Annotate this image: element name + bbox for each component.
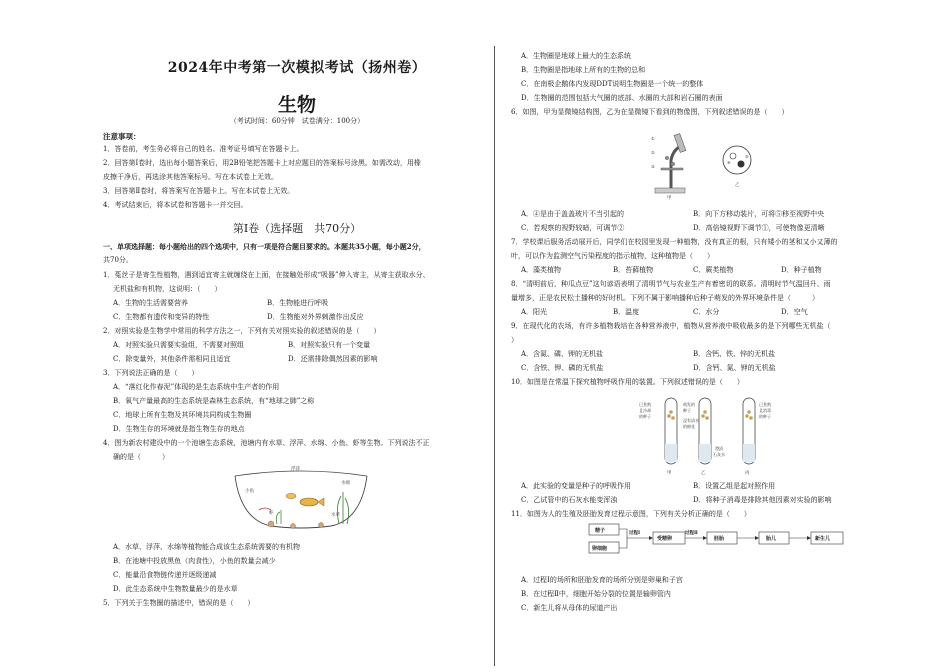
tube-label-line: 已煮熟 xyxy=(759,402,771,407)
subject-title: 生物 xyxy=(277,94,316,116)
option-a: A．生物圈是地球上最大的生态系统 xyxy=(521,52,632,60)
tube-label-line: 的棉花 xyxy=(683,424,695,429)
option-a: A．水草、浮萍、水绵等植物能合成该生态系统需要的有机物 xyxy=(113,543,301,551)
option-a: A．含氮、磷、钾的无机盐 xyxy=(521,350,604,358)
option-b: B．对照实验只有一个变量 xyxy=(288,341,371,349)
flow-text: 精子 xyxy=(595,528,606,534)
section-instruction: 一、单项选择题：每小题给出的四个选项中，只有一项是符合题目要求的。本题共35小题，每小题2分， xyxy=(103,242,426,251)
option-b: B．向下方移动装片，可将⑤移至视野中央 xyxy=(693,210,825,218)
option-d: D．还需排除偶然因素的影响 xyxy=(288,355,378,363)
svg-text:④: ④ xyxy=(727,160,731,165)
option-d: D．生物生存的环境就是指生物生存的地点 xyxy=(113,425,245,433)
microscope-figure xyxy=(647,128,767,200)
exam-title: 2024年中考第一次模拟考试（扬州卷） xyxy=(167,60,427,76)
option-a: A．对照实验只需要实验组，不需要对照组 xyxy=(113,341,245,349)
question-11: 11．如图为人的生殖及胚胎发育过程示意图，下列有关分析正确的是（ ） xyxy=(511,510,751,518)
note-item: 3．回答第Ⅱ卷时，将答案写在答题卡上。写在本试卷上无效。 xyxy=(103,187,295,195)
svg-text:①: ① xyxy=(651,136,655,141)
note-item: 皮擦干净后，再选涂其他答案标号。写在本试卷上无效。 xyxy=(103,173,278,181)
label-jia: 甲 xyxy=(667,196,672,200)
tube-label-line: 且消毒 xyxy=(759,408,771,413)
question-7: 7．学校课后服务活动展开后，同学们在校园里发现一种植物，没有真正的根，只有矮小的茎和又小又薄的 xyxy=(511,238,838,246)
option-d: D．生物圈的范围包括大气圈的底部、水圈的大部和岩石圈的表面 xyxy=(521,94,723,102)
option-d: D．此生态系统中生物数量最少的是水草 xyxy=(113,585,238,593)
svg-text:⑤: ⑤ xyxy=(745,154,749,159)
pond-label-spirogyra: 水绵 xyxy=(341,481,350,486)
option-d: D．高倍镜视野下调节①，可使物像更清晰 xyxy=(693,224,825,232)
option-c: C．蕨类植物 xyxy=(693,266,734,274)
question-9: 9．在现代化的农场，有许多植物栽培在各种营养液中，植物从营养液中吸收最多的是下列哪些无机盐（ xyxy=(511,322,831,330)
flow-text: 新生儿 xyxy=(815,536,831,542)
tube-label-line: 萌发的 xyxy=(683,402,695,407)
flow-text: 卵细胞 xyxy=(592,546,608,552)
pond-label-duckweed: 浮萍 xyxy=(291,467,300,472)
option-b: B．在过程Ⅱ中，细胞开始分裂的位置是输卵管内 xyxy=(521,590,671,598)
fish-shape xyxy=(300,498,318,506)
svg-text:②: ② xyxy=(651,150,655,155)
pond-label-water-plant: 水草 xyxy=(331,513,340,518)
option-b: B．含钙、铁、锌的无机盐 xyxy=(693,350,776,358)
pond-label-small-fish: 小鱼 xyxy=(245,489,254,494)
question-9-cont: ） xyxy=(511,336,518,344)
tube-label-line: 石灰水 xyxy=(713,452,725,457)
question-7-cont: 叶，可以作为监测空气污染程度的指示植物，这种植物是（ ） xyxy=(511,252,714,260)
option-c: C．在南极企鹅体内发现DDT说明生物圈是一个统一的整体 xyxy=(521,80,704,88)
option-b: B．生物圈是指地球上所有的生物的总和 xyxy=(521,66,646,74)
flow-text: 过程Ⅱ xyxy=(685,531,698,536)
question-1-cont: 无机盐和有机物，这说明：（ ） xyxy=(113,285,222,293)
option-b: B．设置乙组是起对照作用 xyxy=(693,482,776,490)
flow-text: 胚胎 xyxy=(714,536,725,542)
option-a: A．阳光 xyxy=(521,308,548,316)
notes-heading: 注意事项： xyxy=(103,132,141,141)
option-c: C．除变量外，其他条件需相同且适宜 xyxy=(113,355,231,363)
section-title: 第Ⅰ卷（选择题 共70分） xyxy=(232,222,362,235)
option-d: D．生物能对外界刺激作出反应 xyxy=(267,313,364,321)
option-c: C．含铁、钾、磷的无机盐 xyxy=(521,364,604,372)
question-8: 8．“清明前后，种瓜点豆”这句谚语表明了清明节气与农业生产有着密切的联系。清明时节气温回升、雨 xyxy=(511,280,831,288)
tube-label-line: 已煮熟 xyxy=(639,402,651,407)
question-4-cont: 确的是（ ） xyxy=(113,453,169,461)
question-4: 4．图为新农村建设中的一个池塘生态系统，池塘内有水草、浮萍、水绵、小鱼、虾等生物。下列说法不正 xyxy=(103,439,430,447)
option-d: D．将种子消毒是排除其他因素对实验的影响 xyxy=(693,496,832,504)
option-c: C．新生儿将从母体的尿道产出 xyxy=(521,604,618,612)
exam-info: （考试时间：60分钟 试卷满分：100分） xyxy=(229,117,365,125)
option-b: B．氧气产量最高的生态系统是森林生态系统，有“地球之肺”之称 xyxy=(113,397,315,405)
tube-label-line: 浸有清水 xyxy=(683,418,699,423)
shrimp-shape xyxy=(259,508,271,510)
note-item: 1．答卷前，考生务必将自己的姓名、准考证号填写在答题卡上。 xyxy=(103,145,304,153)
flow-text: 胎儿 xyxy=(766,536,777,542)
option-a: A．过程Ⅰ的场所和胚胎发育的场所分别是卵巢和子宫 xyxy=(521,576,683,584)
note-item: 4．考试结束后，将本试卷和答题卡一并交回。 xyxy=(103,201,248,209)
option-c: C．乙试管中的石灰水能变浑浊 xyxy=(521,496,618,504)
label-yi: 乙 xyxy=(701,471,706,476)
option-a: A．此实验的变量是种子的呼吸作用 xyxy=(521,482,632,490)
option-a: A．“落红化作春泥”体现的是生态系统中生产者的作用 xyxy=(113,383,280,391)
flow-text: 受精卵 xyxy=(657,536,673,542)
question-2: 2．对照实验是生物学中常用的科学方法之一，下列有关对照实验的叙述错误的是（ ） xyxy=(103,327,381,335)
option-b: B．生物能进行呼吸 xyxy=(267,299,329,307)
option-c: C．水分 xyxy=(693,308,720,316)
respiration-apparatus-figure xyxy=(637,392,787,480)
option-b: B．苔藓植物 xyxy=(613,266,654,274)
label-jia: 甲 xyxy=(667,471,672,476)
option-b: B．在池塘中投放黑鱼（肉食性），小鱼的数量会减少 xyxy=(113,557,276,565)
label-yi: 乙 xyxy=(735,183,740,188)
tube-label-line: 澄清 xyxy=(715,446,723,451)
pond-label-shrimp: 虾 xyxy=(269,511,274,516)
option-a: A．藻类植物 xyxy=(521,266,562,274)
microscope-arm xyxy=(671,146,681,188)
reproduction-flow-figure xyxy=(587,522,847,558)
tube-label-line: 且冷却 xyxy=(639,408,651,413)
microscope-base xyxy=(655,188,685,193)
tube-label-line: 的种子 xyxy=(639,414,651,419)
section-instruction: 共70分。 xyxy=(103,256,133,264)
svg-text:③: ③ xyxy=(651,164,655,169)
flow-text: 过程Ⅰ xyxy=(629,531,641,536)
option-a: A．④是由于盖盖玻片不当引起的 xyxy=(521,210,625,218)
tube-label-line: 种子 xyxy=(683,408,691,413)
label-bing: 丙 xyxy=(745,471,750,476)
question-3: 3．下列说法正确的是（ ） xyxy=(103,369,199,377)
option-c: C．若观察的视野较暗，可调节② xyxy=(521,224,625,232)
option-c: C．能量沿食物链传递并逐级递减 xyxy=(113,571,217,579)
option-a: A．生物的生活需要营养 xyxy=(113,299,189,307)
cell-image xyxy=(738,161,745,168)
option-b: B．温度 xyxy=(613,308,640,316)
note-item: 2．回答第Ⅰ卷时，选出每小题答案后，用2B铅笔把答题卡上对应题目的答案标号涂黑。如需改动，用橡 xyxy=(103,159,421,167)
question-8-cont: 量增多，正是农民松土播种的好时机。下列不属于影响播种后种子萌发的外界环境条件是（ ） xyxy=(511,294,819,302)
question-1: 1．菟丝子是寄生性植物，遇到适宜寄主就缠绕在上面，在接触处形成“吸器”伸入寄主，从寄主获取水分、 xyxy=(103,271,430,279)
question-6: 6．如图，甲为显微镜结构图，乙为在显微镜下看到的物像图，下列叙述错误的是（ ） xyxy=(511,108,789,116)
question-10: 10．如图是在常温下探究植物呼吸作用的装置。下列叙述错误的是（ ） xyxy=(511,378,744,386)
tube-label-line: 的种子 xyxy=(759,414,771,419)
option-c: C．地球上所有生物及其环境共同构成生物圈 xyxy=(113,411,252,419)
option-d: D．种子植物 xyxy=(781,266,822,274)
option-d: D．空气 xyxy=(781,308,808,316)
column-divider xyxy=(494,46,495,666)
question-5: 5．下列关于生物圈的描述中，错误的是（ ） xyxy=(103,599,255,607)
option-d: D．含钙、氮、钾的无机盐 xyxy=(693,364,776,372)
small-fish-shape xyxy=(286,494,296,499)
pond-ecosystem-figure xyxy=(231,462,371,532)
option-c: C．生物都有遗传和变异的特性 xyxy=(113,313,210,321)
